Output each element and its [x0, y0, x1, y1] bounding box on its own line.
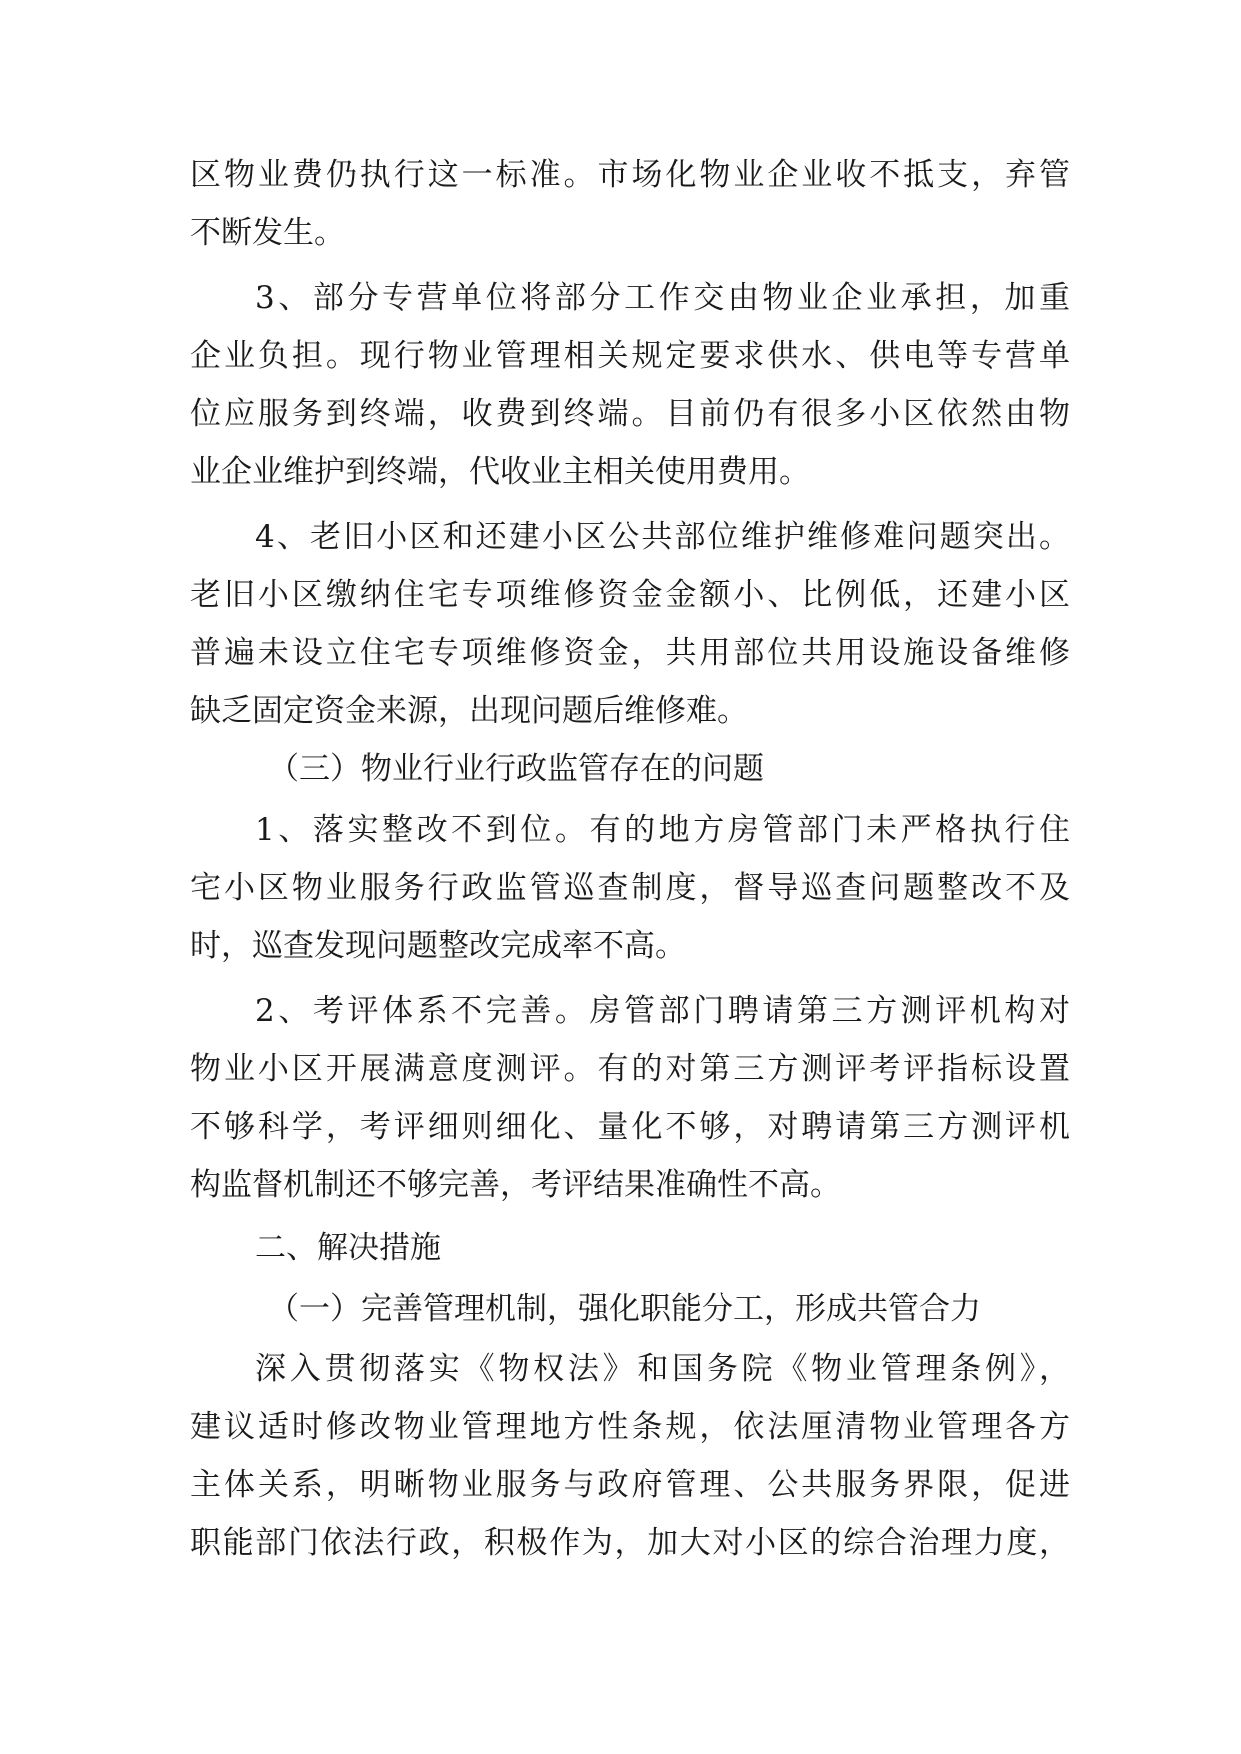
text-line: 位应服务到终端，收费到终端。目前仍有很多小区依然由物 — [190, 396, 1070, 432]
subsection-heading: （一）完善管理机制，强化职能分工，形成共管合力 — [268, 1291, 981, 1327]
text-line: 时，巡查发现问题整改完成率不高。 — [190, 928, 686, 964]
text-line: 不断发生。 — [190, 215, 345, 251]
section-heading: （三）物业行业行政监管存在的问题 — [268, 751, 764, 787]
text-line: 1、落实整改不到位。有的地方房管部门未严格执行住 — [255, 812, 1070, 848]
text-line: 宅小区物业服务行政监管巡查制度，督导巡查问题整改不及 — [190, 870, 1070, 906]
text-line: 区物业费仍执行这一标准。市场化物业企业收不抵支，弃管 — [190, 157, 1070, 193]
text-line: 构监督机制还不够完善，考评结果准确性不高。 — [190, 1167, 841, 1203]
text-line: 深入贯彻落实《物权法》和国务院《物业管理条例》， — [255, 1351, 1070, 1387]
section-heading: 二、解决措施 — [255, 1230, 441, 1266]
text-line: 职能部门依法行政，积极作为，加大对小区的综合治理力度， — [190, 1525, 1070, 1561]
text-line: 老旧小区缴纳住宅专项维修资金金额小、比例低，还建小区 — [190, 577, 1070, 613]
text-line: 4、老旧小区和还建小区公共部位维护维修难问题突出。 — [255, 519, 1070, 555]
text-line: 缺乏固定资金来源，出现问题后维修难。 — [190, 693, 748, 729]
text-line: 3、部分专营单位将部分工作交由物业企业承担，加重 — [255, 280, 1070, 316]
text-line: 建议适时修改物业管理地方性条规，依法厘清物业管理各方 — [190, 1409, 1070, 1445]
text-line: 业企业维护到终端，代收业主相关使用费用。 — [190, 454, 810, 490]
text-line: 2、考评体系不完善。房管部门聘请第三方测评机构对 — [255, 993, 1070, 1029]
text-line: 主体关系，明晰物业服务与政府管理、公共服务界限，促进 — [190, 1467, 1070, 1503]
text-line: 不够科学，考评细则细化、量化不够，对聘请第三方测评机 — [190, 1109, 1070, 1145]
text-line: 物业小区开展满意度测评。有的对第三方测评考评指标设置 — [190, 1051, 1070, 1087]
text-line: 普遍未设立住宅专项维修资金，共用部位共用设施设备维修 — [190, 635, 1070, 671]
text-line: 企业负担。现行物业管理相关规定要求供水、供电等专营单 — [190, 338, 1070, 374]
